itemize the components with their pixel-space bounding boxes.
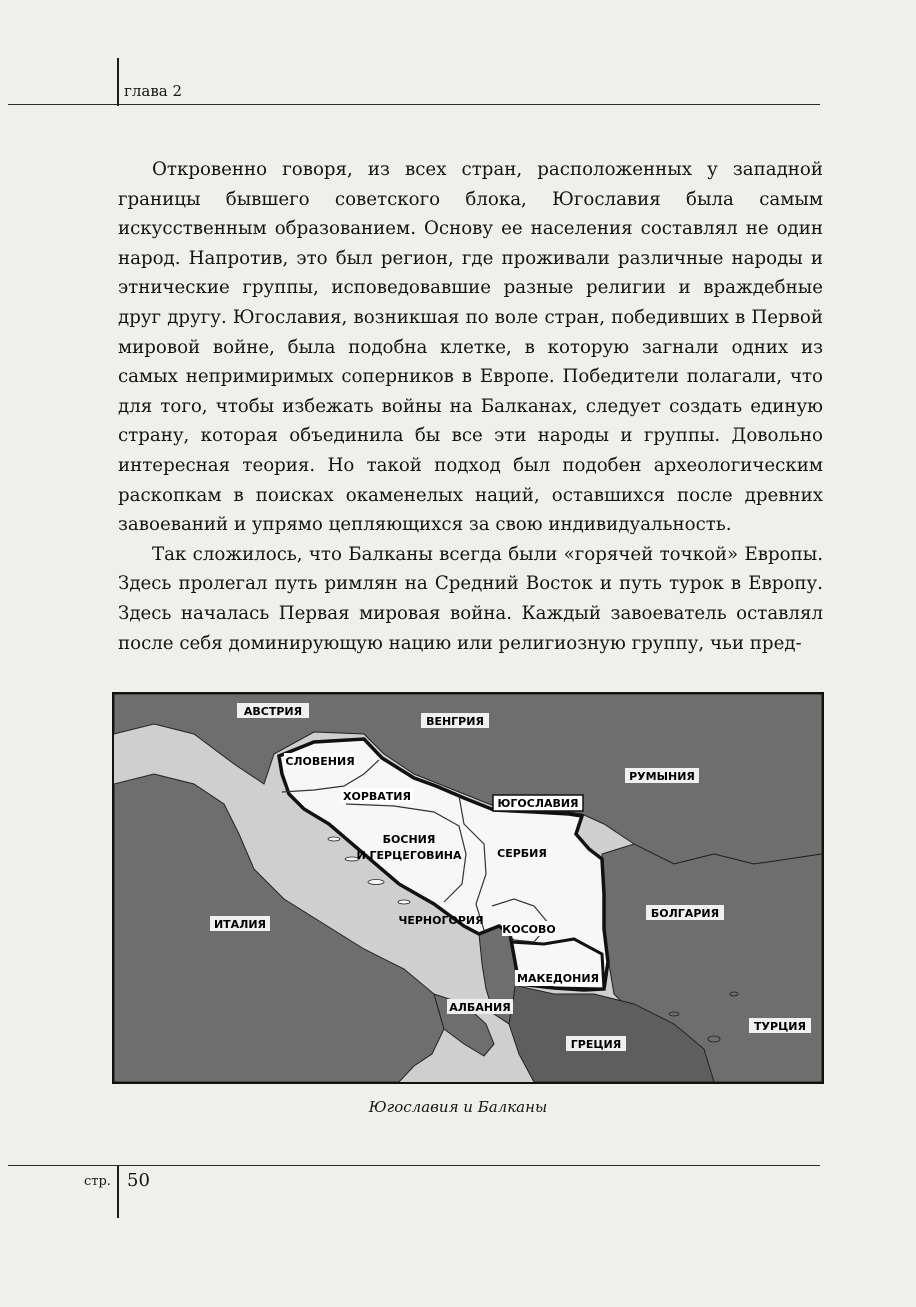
svg-text:АВСТРИЯ: АВСТРИЯ	[243, 705, 303, 718]
paragraph-2: Так сложилось, что Балканы всегда были «горячей точкой» Европы. Здесь пролегал путь римлян на Средний Восток и путь турок в Европу. Здесь началась Первая мировая война. Каждый завоеватель оставлял после себя доминирующую нацию или религиозную группу, чьи пред-	[118, 543, 823, 654]
island	[708, 1036, 720, 1042]
svg-text:БОЛГАРИЯ: БОЛГАРИЯ	[650, 907, 720, 920]
page-number: 50	[127, 1170, 150, 1191]
svg-text:СЛОВЕНИЯ: СЛОВЕНИЯ	[285, 755, 355, 768]
balkans-map-svg	[114, 694, 822, 1082]
label-montenegro: ЧЕРНОГОРИЯ	[398, 914, 484, 927]
svg-text:КОСОВО: КОСОВО	[502, 923, 556, 936]
footer-rule	[8, 1165, 820, 1166]
svg-text:ТУРЦИЯ: ТУРЦИЯ	[754, 1020, 806, 1033]
svg-text:ГРЕЦИЯ: ГРЕЦИЯ	[570, 1038, 622, 1051]
svg-text:АЛБАНИЯ: АЛБАНИЯ	[449, 1001, 511, 1014]
label-austria	[237, 703, 309, 718]
island	[730, 992, 738, 996]
svg-text:ИТАЛИЯ: ИТАЛИЯ	[213, 918, 267, 931]
page-prefix: стр.	[84, 1174, 111, 1189]
label-turkey	[749, 1018, 811, 1033]
island	[328, 837, 340, 841]
label-bosnia-2: И ГЕРЦЕГОВИНА	[356, 849, 462, 862]
svg-text:ЮГОСЛАВИЯ: ЮГОСЛАВИЯ	[497, 797, 579, 810]
label-macedonia	[515, 970, 601, 986]
body-text	[118, 155, 823, 658]
svg-text:ХОРВАТИЯ: ХОРВАТИЯ	[343, 790, 411, 803]
label-bosnia-1: БОСНИЯ	[382, 833, 436, 846]
label-kosovo	[502, 921, 556, 936]
label-bulgaria	[646, 905, 724, 920]
svg-text:ВЕНГРИЯ: ВЕНГРИЯ	[426, 715, 484, 728]
label-italy	[210, 916, 270, 931]
footer-divider	[117, 1166, 119, 1218]
header-rule	[8, 104, 820, 105]
balkans-map	[112, 692, 824, 1084]
island	[368, 880, 384, 885]
label-slovenia	[284, 753, 356, 768]
chapter-label: глава 2	[124, 82, 183, 100]
label-albania	[447, 999, 513, 1014]
label-serbia: СЕРБИЯ	[497, 847, 547, 860]
label-croatia	[341, 788, 413, 803]
label-hungary	[421, 713, 489, 728]
svg-text:МАКЕДОНИЯ: МАКЕДОНИЯ	[517, 972, 599, 985]
svg-text:РУМЫНИЯ: РУМЫНИЯ	[629, 770, 695, 783]
header-divider	[117, 58, 119, 106]
label-romania	[625, 768, 699, 783]
island	[669, 1012, 679, 1016]
label-yugoslavia	[493, 795, 583, 811]
paragraph-1: Откровенно говоря, из всех стран, расположенных у западной границы бывшего советского блока, Югославия была самым искусственным образованием. Основу ее населения составлял не один народ. Напротив, это был регион, где проживали различные народы и этнические группы, исповедовавшие разные религии и враждебные друг другу. Югославия, возникшая по воле стран, победивших в Первой мировой войне, была подобна клетке, в которую загнали одних из самых непримиримых соперников в Европе. Победители полагали, что для того, чтобы избежать войны на Балканах, следует создать единую страну, которая объединила бы все эти народы и группы. Довольно интересная теория. Но такой подход был подобен археологическим раскопкам в поисках окаменелых наций, оставшихся после древних завоеваний и упрямо цепляющихся за свою индивидуальность.	[118, 159, 823, 536]
map-caption: Югославия и Балканы	[368, 1098, 548, 1116]
label-greece	[566, 1036, 626, 1051]
island	[398, 900, 410, 904]
